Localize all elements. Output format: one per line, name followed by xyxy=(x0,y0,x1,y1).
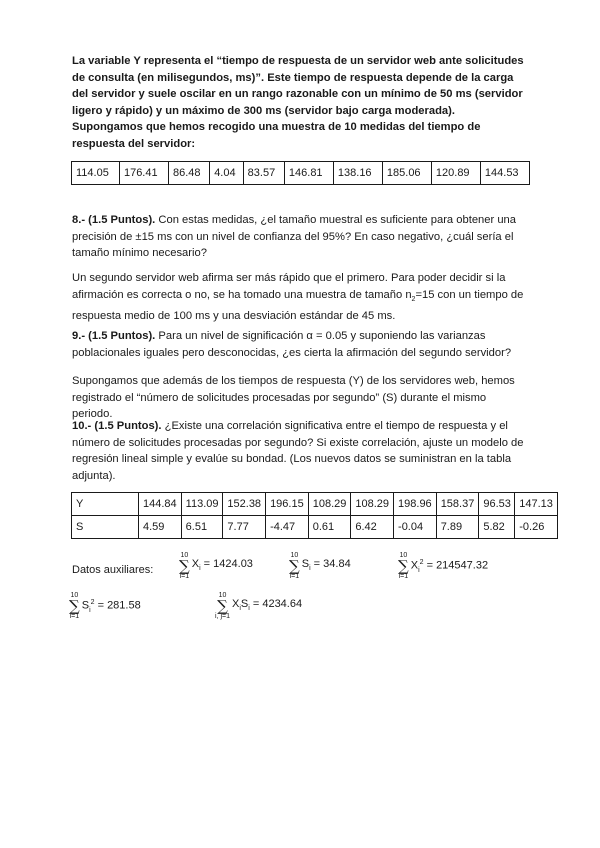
sample-table xyxy=(71,161,530,185)
question-8 xyxy=(72,212,528,262)
s-cell: 7.89 xyxy=(436,516,479,539)
n2-subscript: 2 xyxy=(411,295,416,303)
sum-upper-limit: 10 xyxy=(218,592,227,599)
sum-s-squared xyxy=(69,592,141,621)
sum-value: = 34.84 xyxy=(310,557,351,570)
y-cell: 198.96 xyxy=(394,493,437,516)
question-10-text: ¿Existe una correlación significativa entre el tiempo de respuesta y el número de solicitudes procesadas por segundo? Si existe correlación, ajuste un modelo de regresión lineal simple y evalúe su bondad. (Los nuevos datos se suministran en la tabla adjunta). xyxy=(72,420,524,482)
index-subscript: i xyxy=(418,566,420,574)
sum-x-squared xyxy=(398,552,488,581)
y-cell: 108.29 xyxy=(351,493,394,516)
s-cell: -4.47 xyxy=(266,516,309,539)
square-superscript: 2 xyxy=(90,598,95,606)
second-server-text-a: Un segundo servidor web afirma ser más rápido que el primero. Para poder decidir si la afirmación es correcta o no, se ha tomado una muestra de tamaño n xyxy=(72,272,506,301)
ys-table xyxy=(71,492,558,539)
sigma-icon: ∑ xyxy=(69,597,80,615)
s-cell: 5.82 xyxy=(479,516,515,539)
y-cell: 152.38 xyxy=(223,493,266,516)
sample-cell: 146.81 xyxy=(284,162,333,185)
y-cell: 144.84 xyxy=(139,493,182,516)
sum-value: = 4234.64 xyxy=(249,597,303,610)
s-cell: 6.51 xyxy=(181,516,223,539)
question-10 xyxy=(72,418,528,484)
sum-upper-limit: 10 xyxy=(290,552,299,559)
question-9 xyxy=(72,328,528,361)
sigma-icon: ∑ xyxy=(217,597,228,615)
index-subscript: i xyxy=(248,605,250,613)
sum-variable: S xyxy=(81,599,90,612)
sum-lower-limit: i=1 xyxy=(179,573,190,580)
second-server-text-b: =15 con un tiempo de respuesta medio de 100 ms y una desviación estándar de 45 ms. xyxy=(72,288,524,323)
sum-xs xyxy=(215,592,302,621)
sigma-icon: ∑ xyxy=(179,557,190,575)
sum-lower-limit: i=1 xyxy=(289,573,300,580)
sum-lower-limit: i=1 xyxy=(398,573,409,580)
index-subscript: i xyxy=(89,606,91,614)
y-cell: 158.37 xyxy=(436,493,479,516)
s-cell: 0.61 xyxy=(308,516,351,539)
square-superscript: 2 xyxy=(419,558,424,566)
sum-upper-limit: 10 xyxy=(399,552,408,559)
sample-cell: 144.53 xyxy=(480,162,529,185)
question-8-text: Con estas medidas, ¿el tamaño muestral es suficiente para obtener una precisión de ±15 ms con un nivel de confianza del 95%? En caso negativo, ¿cuál sería el tamaño mínimo necesario? xyxy=(72,214,516,260)
index-subscript: i xyxy=(199,565,201,573)
index-subscript: i xyxy=(309,565,311,573)
requests-intro-paragraph: Supongamos que además de los tiempos de respuesta (Y) de los servidores web, hemos registrado el “número de solicitudes procesadas por segundo” (S) durante el mismo periodo. xyxy=(72,375,515,421)
index-subscript: i xyxy=(239,605,241,613)
s-cell: -0.04 xyxy=(394,516,437,539)
sum-upper-limit: 10 xyxy=(70,592,79,599)
aux-label: Datos auxiliares: xyxy=(72,564,154,576)
sum-value: = 281.58 xyxy=(94,599,141,612)
table-row xyxy=(72,162,530,185)
sum-variable: X xyxy=(231,597,240,610)
sum-variable: X xyxy=(410,559,419,572)
table-row xyxy=(72,516,558,539)
y-cell: 196.15 xyxy=(266,493,309,516)
question-9-label: 9.- (1.5 Puntos). xyxy=(72,330,156,342)
sum-lower-limit: i, j=1 xyxy=(215,613,230,620)
s-cell: -0.26 xyxy=(515,516,558,539)
sample-cell: 114.05 xyxy=(72,162,120,185)
sum-value: = 214547.32 xyxy=(423,559,489,572)
sum-variable: S xyxy=(240,597,249,610)
s-cell: 6.42 xyxy=(351,516,394,539)
sample-cell: 138.16 xyxy=(333,162,382,185)
sample-cell: 4.04 xyxy=(210,162,243,185)
y-cell: 147.13 xyxy=(515,493,558,516)
s-cell: 4.59 xyxy=(139,516,182,539)
sum-variable: X xyxy=(191,557,200,570)
y-cell: 108.29 xyxy=(308,493,351,516)
row-header-y: Y xyxy=(72,493,139,516)
question-8-label: 8.- (1.5 Puntos). xyxy=(72,214,156,226)
sample-cell: 83.57 xyxy=(243,162,284,185)
question-9-text: Para un nivel de significación α = 0.05 y suponiendo las varianzas poblacionales iguales pero desconocidas, ¿es cierta la afirmación del segundo servidor? xyxy=(72,330,512,359)
sum-x xyxy=(179,552,253,581)
question-10-label: 10.- (1.5 Puntos). xyxy=(72,420,162,432)
sample-cell: 120.89 xyxy=(431,162,480,185)
sigma-icon: ∑ xyxy=(398,557,409,575)
sum-variable: S xyxy=(301,557,310,570)
sum-upper-limit: 10 xyxy=(180,552,189,559)
sum-lower-limit: i=1 xyxy=(69,613,80,620)
sample-cell: 176.41 xyxy=(119,162,168,185)
sum-value: = 1424.03 xyxy=(200,557,253,570)
s-cell: 7.77 xyxy=(223,516,266,539)
y-cell: 96.53 xyxy=(479,493,515,516)
sigma-icon: ∑ xyxy=(289,557,300,575)
y-cell: 113.09 xyxy=(181,493,223,516)
table-row xyxy=(72,493,558,516)
sum-s xyxy=(289,552,351,581)
intro-paragraph: La variable Y representa el “tiempo de respuesta de un servidor web ante solicitudes de consulta (en milisegundos, ms)”. Este tiempo de respuesta depende de la carga del servidor y suele oscilar en un rango razonable con un mínimo de 50 ms (servidor ligero y rápido) y un máximo de 300 ms (servidor bajo carga moderada). Supongamos que hemos recogido una muestra de 10 medidas del tiempo de respuesta del servidor: xyxy=(72,55,524,150)
row-header-s: S xyxy=(72,516,139,539)
sample-cell: 185.06 xyxy=(382,162,431,185)
second-server-paragraph xyxy=(72,270,528,325)
sample-cell: 86.48 xyxy=(168,162,209,185)
